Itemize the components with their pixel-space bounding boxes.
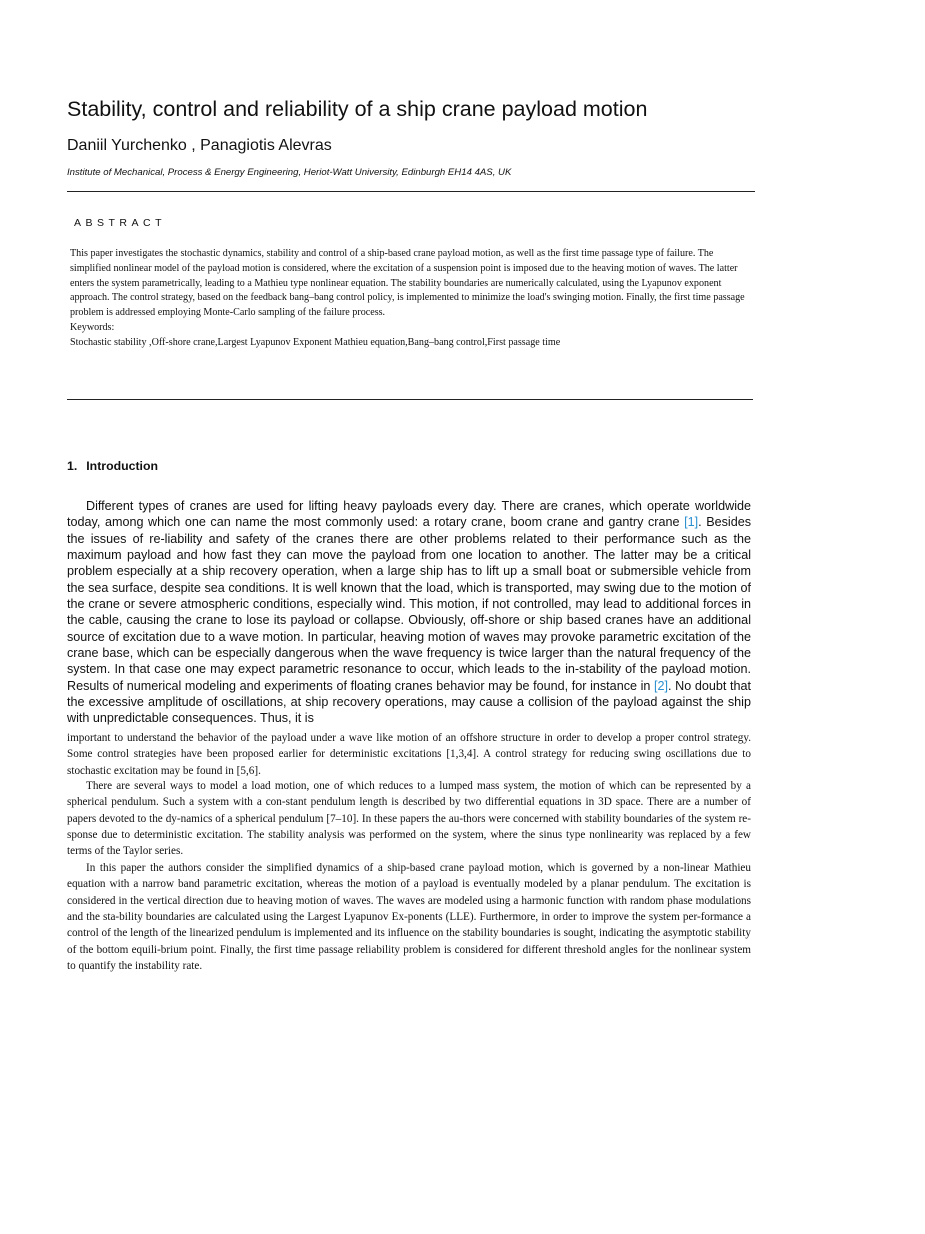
abstract-text: This paper investigates the stochastic dynamics, stability and control of a ship-based crane payload motion, as well as the first time passage type of failure. The simplified nonlinear model of the payload motion is considered, where the excitation of a suspension point is imposed due to the heaving motion of waves. The latter enters the system parametrically, leading to a Mathieu type nonlinear equation. The stability boundaries are numerically calculated, using the Lyapunov exponent approach. The control strategy, based on the feedback bang–bang control policy, is implemented to minimize the load's swinging motion. Finally, the first time passage problem is addressed employing Monte-Carlo sampling of the failure process.	[70, 248, 745, 319]
section-number: 1.	[67, 459, 78, 473]
keywords-label: Keywords:	[70, 321, 115, 333]
paper-title: Stability, control and reliability of a ship crane payload motion	[67, 97, 648, 121]
intro-paragraph-3: In this paper the authors consider the simplified dynamics of a ship-based crane payload motion, which is governed by a non-linear Mathieu equation with a narrow band parametric excitation, whereas the motion of a payload is eventually modeled by a planar pendulum. The excitation is considered in the vertical direction due to heaving motion of waves. The waves are modeled using a harmonic function with random phase modulations and the sta-bility boundaries are calculated using the Largest Lyapunov Ex-ponents (LLE). Furthermore, in order to improve the system per-formance a control of the length of the linearized pendulum is implemented and its influence on the stability boundaries is sought, indicating the asymptotic stability of the bottom equili-brium point. Finally, the first time passage reliability problem is considered for different threshold angles for the nonlinear system to quantify the instability rate.	[67, 862, 751, 973]
keywords-list: Stochastic stability ,Off-shore crane,Largest Lyapunov Exponent Mathieu equation,Bang–bang control,First passage time	[70, 336, 561, 348]
abstract-heading: ABSTRACT	[74, 217, 167, 229]
paragraph-text: Different types of cranes are used for lifting heavy payloads every day. There are cranes, which operate worldwide today, among which one can name the most commonly used: a rotary crane, boom crane and gantry crane	[67, 499, 751, 530]
section-title: Introduction	[86, 459, 158, 473]
author-affiliation: Institute of Mechanical, Process & Energy Engineering, Heriot-Watt University, Edinburgh EH14 4AS, UK	[67, 167, 512, 178]
citation-link-1[interactable]: [1]	[684, 515, 699, 530]
intro-paragraph-2: There are several ways to model a load motion, one of which reduces to a lumped mass system, the motion of which can be represented by a spherical pendulum. Such a system with a con-stant pendulum length is described by two differential equations in 3D space. There are a number of papers devoted to the dy-namics of a spherical pendulum [7–10]. In these papers the au-thors were concerned with stability boundaries of the system re-sponse due to deterministic excitation. The stability analysis was performed on the system, where the sinus type nonlinearity was replaced by a few terms of the Taylor series.	[67, 780, 751, 858]
paragraph-text: . No doubt that the excessive amplitude of oscillations, at ship recovery operations, may cause a collision of the payload against the ship with unpredictable consequences. Thus, it is	[67, 678, 751, 726]
section-heading	[67, 459, 158, 473]
abstract-divider	[67, 399, 753, 400]
abstract-block	[70, 247, 750, 351]
header-divider	[67, 191, 755, 192]
paragraph-text: . Besides the issues of re-liability and safety of the cranes there are other problems related to their performance such as the maximum payload and how fast they can move the payload from one location to another. The latter may be a critical problem especially at a ship recovery operation, when a large ship has to lift up a small boat or submersible vehicle from the sea surface, despite sea conditions. It is well known that the load, which is transported, may swing due to the motion of the crane or severe atmospheric conditions, especially wind. This motion, if not controlled, may lead to additional forces in the cable, causing the crane to lose its payload or collapse. Obviously, off-shore or ship based cranes have an additional source of excitation due to a wave motion. In particular, heaving motion of waves may provoke parametric excitation of the crane base, which can be especially dangerous when the wave frequency is twice larger than the natural frequency of the system. In that case one may expect parametric resonance to occur, which leads to the in-stability of the payload motion. Results of numerical modeling and experiments of floating cranes behavior may be found, for instance in	[67, 515, 751, 693]
citation-link-2[interactable]: [2]	[654, 678, 669, 693]
author-list: Daniil Yurchenko , Panagiotis Alevras	[67, 137, 332, 154]
intro-paragraph-1	[67, 498, 751, 727]
intro-paragraph-1-continued: important to understand the behavior of the payload under a wave like motion of an offshore structure in order to develop a proper control strategy. Some control strategies have been proposed earlier for deterministic excitations [1,3,4]. A control strategy for reducing swing oscillations due to stochastic excitation may be found in [5,6].	[67, 732, 751, 777]
